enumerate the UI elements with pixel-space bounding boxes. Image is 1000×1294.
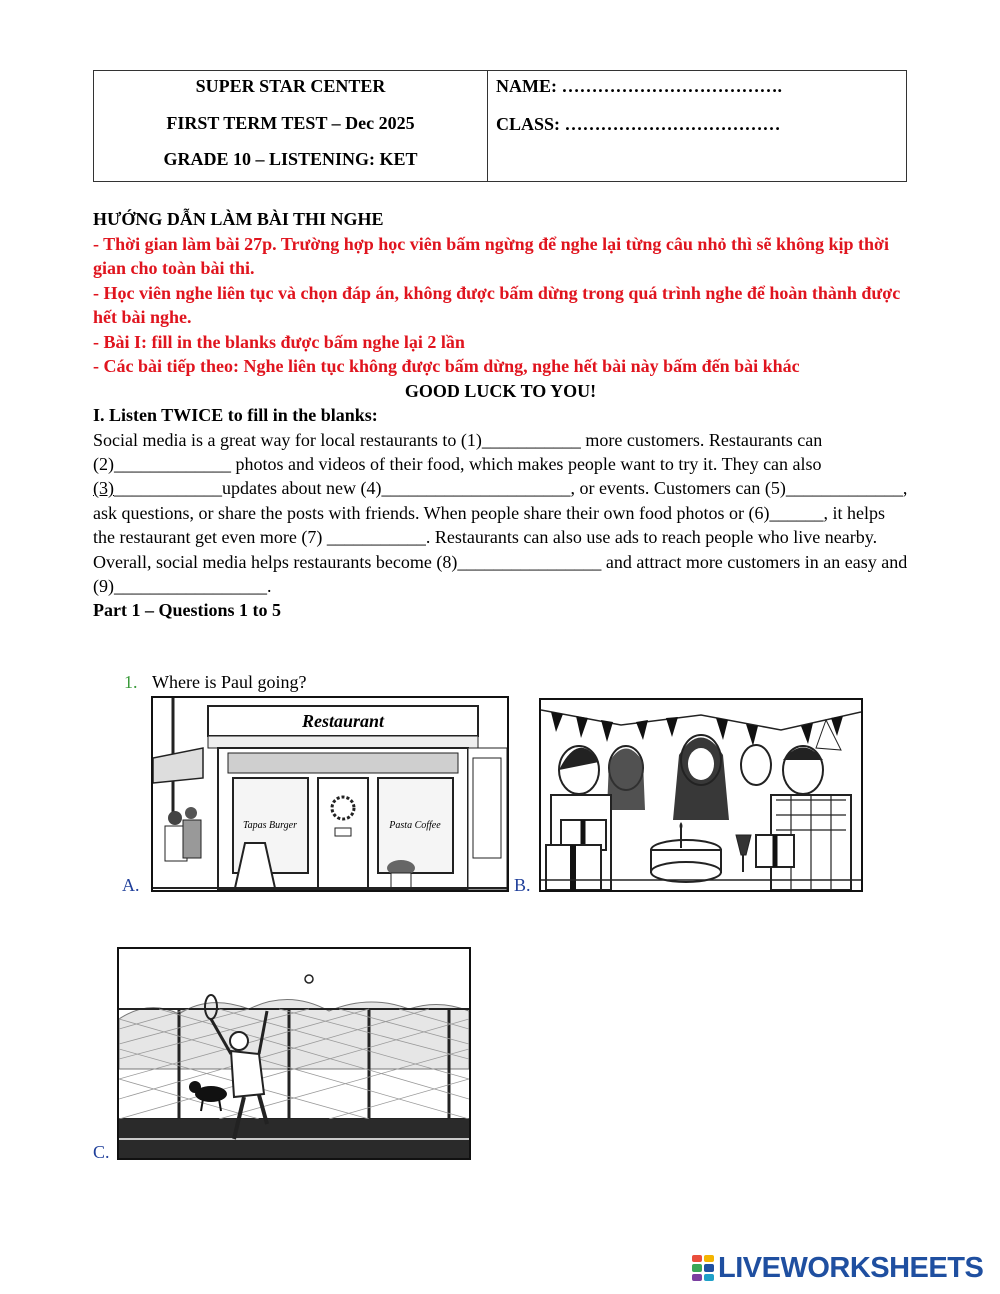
blank-9[interactable]: _________________: [114, 575, 267, 596]
party-illustration: [541, 700, 861, 890]
passage-text: photos and videos of their food, which makes people want to try it. They can also: [231, 453, 822, 474]
class-field[interactable]: CLASS: ………………………………: [496, 114, 781, 134]
passage-text: and attract more customers in an easy and (9): [93, 551, 908, 596]
blank-1[interactable]: ___________: [481, 429, 581, 450]
passage-text: , ask questions, or share the posts with friends. When people share their own food photos or (6): [93, 478, 908, 523]
passage-text: . Restaurants can also use ads to reach people who live nearby. Overall, social media helps restaurants become (8): [93, 527, 878, 572]
blank-7[interactable]: ___________: [322, 527, 426, 548]
question-number: 1.: [124, 672, 138, 692]
passage-text: , or events. Customers can (5): [570, 478, 786, 499]
blank-3[interactable]: ____________: [114, 478, 222, 499]
grade-title: GRADE 10 – LISTENING: KET: [163, 149, 418, 169]
logo-icon: [692, 1255, 714, 1281]
passage-text: more customers. Restaurants can (2): [93, 429, 823, 474]
option-a-label[interactable]: A.: [122, 875, 140, 895]
option-c-label[interactable]: C.: [93, 1142, 110, 1162]
tennis-illustration: [119, 949, 469, 1158]
blank-2[interactable]: _____________: [114, 453, 231, 474]
instructions: [93, 207, 908, 623]
fill-passage: [93, 428, 908, 599]
option-b-image[interactable]: [539, 698, 863, 892]
logo-text: LIVEWORKSHEETS: [718, 1251, 984, 1284]
blank-5[interactable]: _____________: [785, 478, 903, 499]
passage-text: .: [267, 575, 272, 596]
blank-4[interactable]: _____________________: [381, 478, 571, 499]
section1-title: I. Listen TWICE to fill in the blanks:: [93, 405, 378, 425]
instruction-line-3: - Bài I: fill in the blanks được bấm nghe lại 2 lần: [93, 331, 465, 352]
restaurant-sign: Restaurant: [301, 711, 385, 731]
option-a-image[interactable]: [151, 696, 509, 892]
instruction-line-4: - Các bài tiếp theo: Nghe liên tục không được bấm dừng, nghe hết bài này bấm đến bài khác: [93, 356, 800, 376]
window-right-text: Pasta Coffee: [389, 820, 441, 831]
option-c-image[interactable]: [117, 947, 471, 1160]
question-1: [124, 672, 306, 693]
instructions-title: HƯỚNG DẪN LÀM BÀI THI NGHE: [93, 209, 384, 229]
window-left-text: Tapas Burger: [243, 820, 297, 831]
header-right-cell: [488, 71, 906, 181]
center-name: SUPER STAR CENTER: [195, 76, 386, 96]
blank-6[interactable]: ______: [769, 502, 824, 523]
header-left-cell: [94, 71, 488, 181]
instruction-line-1: - Thời gian làm bài 27p. Trường hợp học viên bấm ngừng để nghe lại từng câu nhỏ thì sẽ không kịp thời gian cho toàn bài thi.: [93, 233, 889, 278]
passage-text: Social media is a great way for local restaurants to (1): [93, 429, 482, 450]
part1-title: Part 1 – Questions 1 to 5: [93, 600, 281, 621]
header-table: [93, 70, 907, 182]
question-text: Where is Paul going?: [152, 672, 307, 692]
good-luck: GOOD LUCK TO YOU!: [404, 380, 597, 401]
passage-text: , it helps the restaurant get even more (7): [93, 502, 886, 548]
blank-3-label: (3): [93, 478, 114, 499]
test-title: FIRST TERM TEST – Dec 2025: [166, 112, 415, 133]
instruction-line-2: - Học viên nghe liên tục và chọn đáp án, không được bấm dừng trong quá trình nghe để hoàn thành được hết bài nghe.: [93, 282, 901, 327]
liveworksheets-logo: [692, 1250, 992, 1286]
option-b-label[interactable]: B.: [514, 875, 531, 895]
blank-8[interactable]: ________________: [457, 551, 602, 572]
name-field[interactable]: NAME: ……………………………….: [496, 76, 782, 96]
restaurant-illustration: [153, 698, 507, 890]
passage-text: updates about new (4): [222, 478, 382, 499]
